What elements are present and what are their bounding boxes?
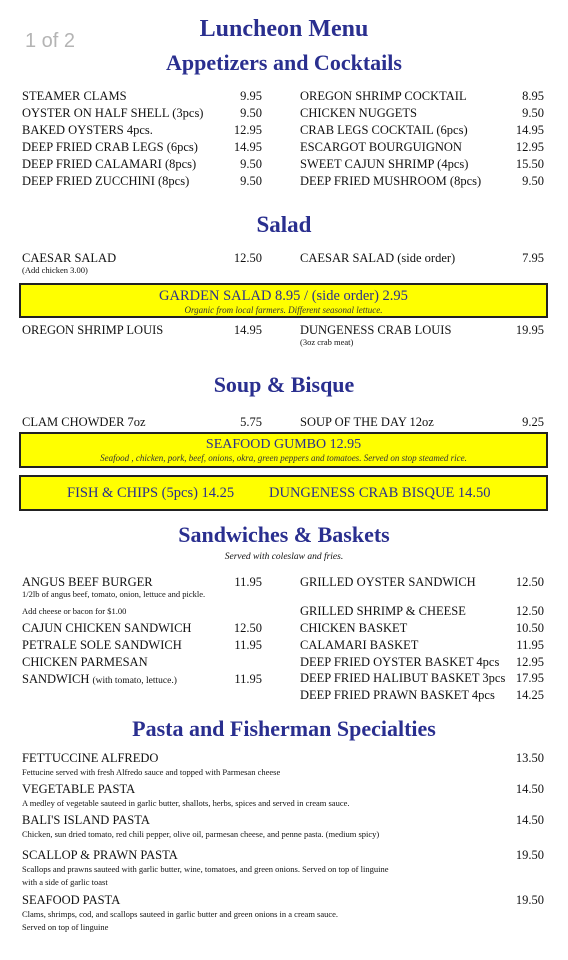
chicken-parmesan-line1: CHICKEN PARMESAN <box>22 655 148 669</box>
basket-item-name: DEEP FRIED HALIBUT BASKET 3pcs <box>300 671 506 685</box>
pasta-item-name: VEGETABLE PASTA <box>22 782 136 796</box>
basket-item-price: 11.95 <box>516 638 544 652</box>
basket-item-price: 14.25 <box>515 688 544 702</box>
appetizer-item-price: 9.95 <box>240 89 262 103</box>
garden-salad-line: GARDEN SALAD 8.95 / (side order) 2.95 <box>159 288 408 304</box>
appetizer-item-price: 8.95 <box>522 89 544 103</box>
caesar-side-price: 7.95 <box>522 251 544 265</box>
appetizer-item-price: 9.50 <box>240 157 262 171</box>
appetizer-item-price: 9.50 <box>522 106 544 120</box>
menu-title: Luncheon Menu <box>199 16 369 42</box>
fish-chips-bisque-box <box>19 475 548 511</box>
appetizer-item-name: BAKED OYSTERS 4pcs. <box>22 123 153 137</box>
pasta-item-description: Chicken, sun dried tomato, red chili pepper, olive oil, parmesan cheese, and penne pasta. (medium spicy) <box>22 829 380 839</box>
pasta-item-price: 13.50 <box>515 751 544 765</box>
shrimp-louis-name: OREGON SHRIMP LOUIS <box>22 323 164 337</box>
appetizer-item-name: DEEP FRIED CALAMARI (8pcs) <box>22 157 197 171</box>
sandwiches-heading: Sandwiches & Baskets <box>178 522 390 547</box>
sandwiches-subnote: Served with coleslaw and fries. <box>224 552 344 562</box>
appetizer-item-name: DEEP FRIED CRAB LEGS (6pcs) <box>22 140 198 154</box>
caesar-salad-price: 12.50 <box>233 251 262 265</box>
crab-louis-price: 19.95 <box>515 323 544 337</box>
appetizer-item-name: CRAB LEGS COCKTAIL (6pcs) <box>300 123 468 137</box>
fish-chips-line: FISH & CHIPS (5pcs) 14.25 <box>67 485 235 501</box>
appetizer-item-price: 15.50 <box>515 157 544 171</box>
soup-of-day-price: 9.25 <box>522 415 544 429</box>
pasta-item-price: 14.50 <box>515 782 544 796</box>
pasta-item-name: SEAFOOD PASTA <box>22 893 121 907</box>
basket-item-name: GRILLED SHRIMP & CHEESE <box>300 604 466 618</box>
seafood-gumbo-line: SEAFOOD GUMBO 12.95 <box>205 437 362 452</box>
clam-chowder-price: 5.75 <box>240 415 262 429</box>
appetizer-item-price: 9.50 <box>522 174 544 188</box>
basket-item-price: 12.95 <box>515 655 544 669</box>
pasta-item-description: Scallops and prawns sauteed with garlic butter, wine, tomatoes, and green onions. Served on top of linguine <box>22 864 389 874</box>
basket-item-name: GRILLED OYSTER SANDWICH <box>300 575 476 589</box>
pasta-item-price: 19.50 <box>515 893 544 907</box>
shrimp-louis-price: 14.95 <box>233 323 262 337</box>
basket-item-name: CHICKEN BASKET <box>300 621 408 635</box>
appetizer-item-price: 12.95 <box>515 140 544 154</box>
clam-chowder-name: CLAM CHOWDER 7oz <box>22 415 146 429</box>
chicken-parmesan-detail: (with tomato, lettuce.) <box>92 676 177 686</box>
chicken-parmesan-word: SANDWICH <box>22 672 90 686</box>
caesar-side-name: CAESAR SALAD (side order) <box>300 251 456 265</box>
appetizer-item-name: OYSTER ON HALF SHELL (3pcs) <box>22 106 204 120</box>
basket-item-price: 12.50 <box>515 604 544 618</box>
seafood-gumbo-note: Seafood , chicken, pork, beef, onions, okra, green peppers and tomatoes. Served on stop steamed rice. <box>100 453 467 463</box>
caesar-salad-name: CAESAR SALAD <box>22 251 117 265</box>
salad-heading: Salad <box>256 212 312 237</box>
garden-salad-box <box>19 283 548 318</box>
crab-louis-name: DUNGENESS CRAB LOUIS <box>300 323 452 337</box>
garden-salad-note: Organic from local farmers. Different seasonal lettuce. <box>184 305 383 315</box>
appetizer-item-name: DEEP FRIED ZUCCHINI (8pcs) <box>22 174 190 188</box>
basket-item-price: 10.50 <box>515 621 544 635</box>
appetizer-item-name: ESCARGOT BOURGUIGNON <box>300 140 462 154</box>
pasta-item-name: BALI'S ISLAND PASTA <box>22 813 150 827</box>
basket-item-price: 12.50 <box>515 575 544 589</box>
burger-addon-note: Add cheese or bacon for $1.00 <box>22 606 127 616</box>
basket-item-name: CALAMARI BASKET <box>300 638 419 652</box>
pasta-item-description: A medley of vegetable sauteed in garlic butter, shallots, herbs, spices and served in cream sauce. <box>22 798 350 808</box>
sandwich-item-price: 11.95 <box>234 638 262 652</box>
pasta-item-name: SCALLOP & PRAWN PASTA <box>22 848 178 862</box>
sandwich-item-name: CAJUN CHICKEN SANDWICH <box>22 621 192 635</box>
basket-item-name: DEEP FRIED PRAWN BASKET 4pcs <box>300 688 495 702</box>
crab-louis-note: (3oz crab meat) <box>300 337 354 347</box>
page-indicator: 1 of 2 <box>25 30 76 52</box>
appetizers-heading: Appetizers and Cocktails <box>166 50 402 75</box>
pasta-item-description: with a side of garlic toast <box>22 877 108 887</box>
soup-heading: Soup & Bisque <box>213 372 355 397</box>
pasta-item-name: FETTUCCINE ALFREDO <box>22 751 159 765</box>
appetizer-item-name: STEAMER CLAMS <box>22 89 127 103</box>
appetizer-item-name: OREGON SHRIMP COCKTAIL <box>300 89 467 103</box>
appetizer-item-price: 14.95 <box>233 140 262 154</box>
burger-note: 1/2lb of angus beef, tomato, onion, lettuce and pickle. <box>22 589 206 599</box>
sandwich-item-price: 12.50 <box>233 621 262 635</box>
appetizer-item-price: 12.95 <box>233 123 262 137</box>
pasta-item-description: Served on top of linguine <box>22 922 109 932</box>
appetizer-item-price: 14.95 <box>515 123 544 137</box>
pasta-item-description: Clams, shrimps, cod, and scallops sauteed in garlic butter and green onions in a cream sauce. <box>22 909 339 919</box>
appetizer-item-price: 9.50 <box>240 106 262 120</box>
pasta-item-price: 19.50 <box>515 848 544 862</box>
appetizer-item-name: DEEP FRIED MUSHROOM (8pcs) <box>300 174 482 188</box>
sandwich-item-name: PETRALE SOLE SANDWICH <box>22 638 182 652</box>
chicken-parmesan-line2 <box>22 671 177 689</box>
pasta-heading: Pasta and Fisherman Specialties <box>132 716 436 741</box>
caesar-salad-note: (Add chicken 3.00) <box>22 265 88 275</box>
soup-of-day-name: SOUP OF THE DAY 12oz <box>300 415 434 429</box>
pasta-item-price: 14.50 <box>515 813 544 827</box>
burger-name: ANGUS BEEF BURGER <box>22 575 153 589</box>
basket-item-price: 17.95 <box>515 671 544 685</box>
burger-price: 11.95 <box>234 575 262 589</box>
chicken-parmesan-price: 11.95 <box>234 672 262 686</box>
appetizer-item-name: CHICKEN NUGGETS <box>300 106 418 120</box>
crab-bisque-line: DUNGENESS CRAB BISQUE 14.50 <box>269 485 491 501</box>
appetizer-item-price: 9.50 <box>240 174 262 188</box>
basket-item-name: DEEP FRIED OYSTER BASKET 4pcs <box>300 655 500 669</box>
appetizer-item-name: SWEET CAJUN SHRIMP (4pcs) <box>300 157 469 171</box>
pasta-item-description: Fettucine served with fresh Alfredo sauce and topped with Parmesan cheese <box>22 767 281 777</box>
seafood-gumbo-box <box>19 432 548 468</box>
